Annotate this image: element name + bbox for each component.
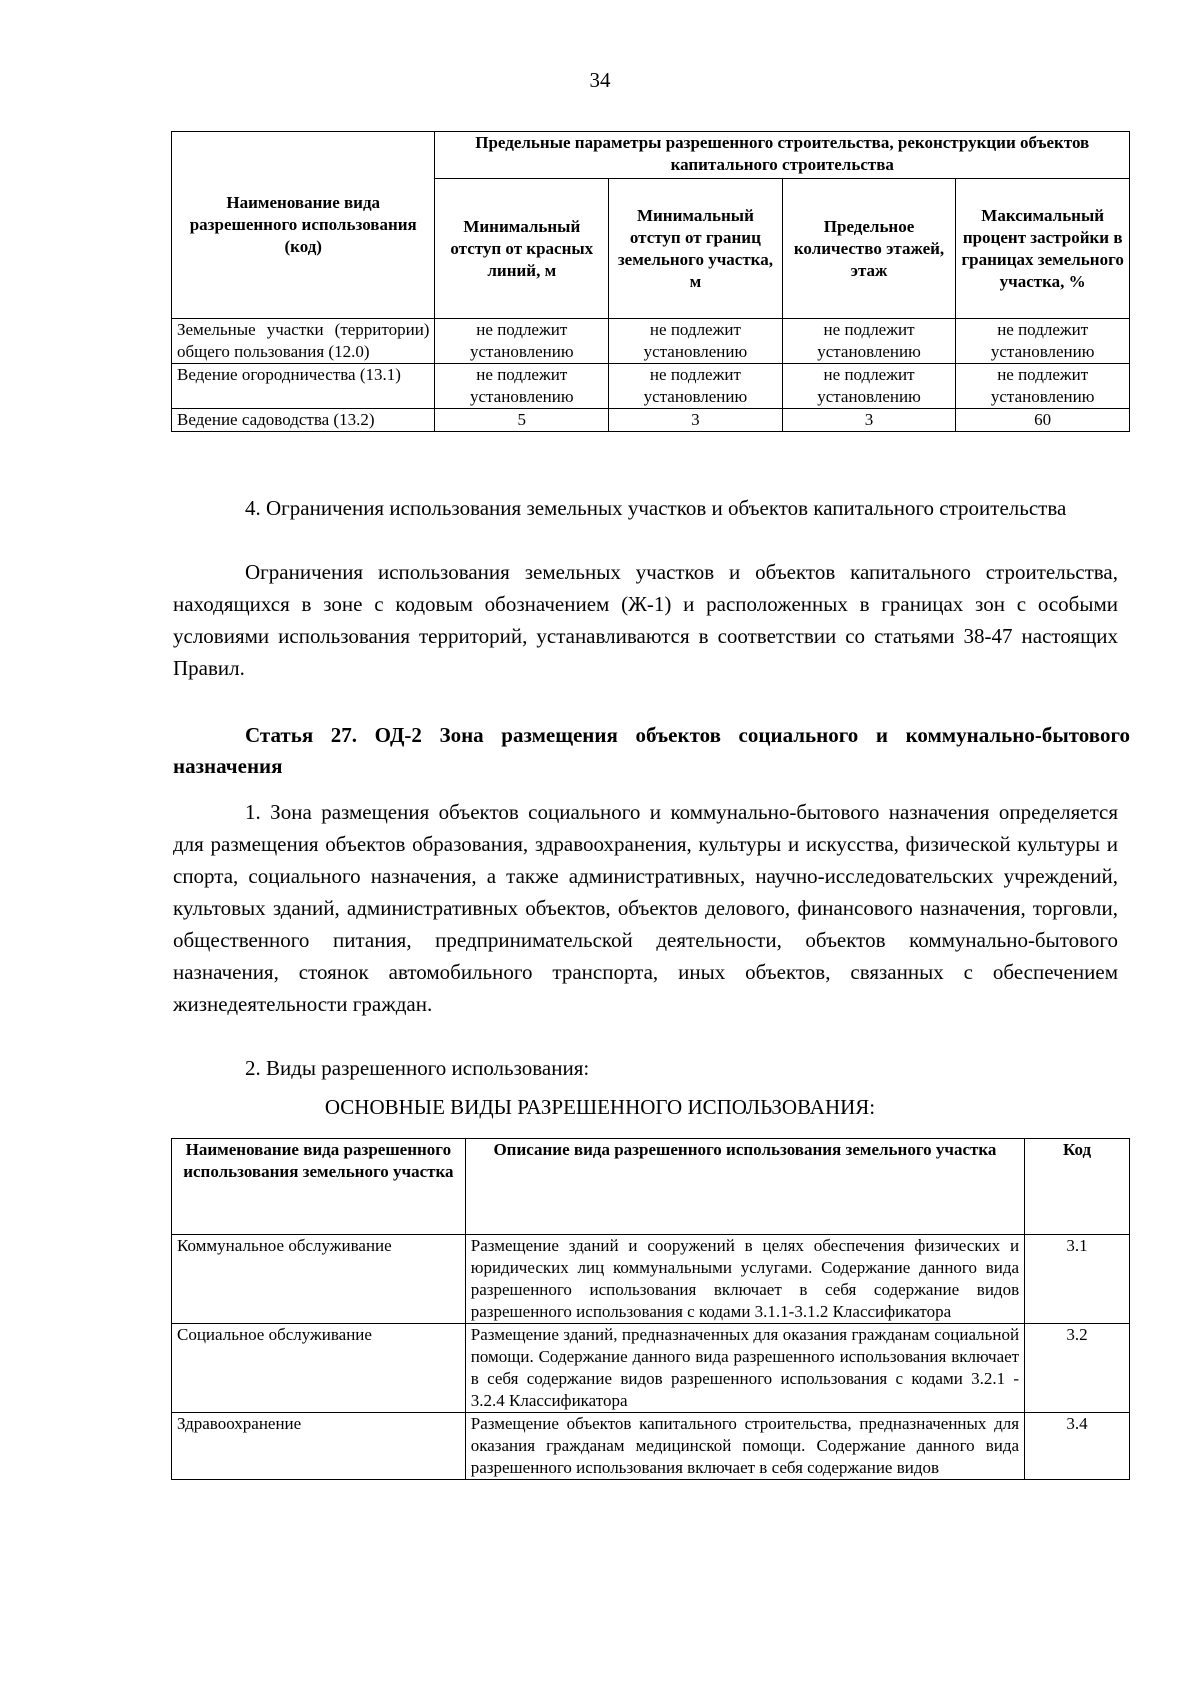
cell-value: не подлежит установлению [956, 319, 1130, 364]
cell-value: не подлежит установлению [782, 319, 956, 364]
article-heading: Статья 27. ОД-2 Зона размещения объектов социального и коммунально-бытового назначения [173, 723, 1130, 778]
section-4-title: 4. Ограничения использования земельных участков и объектов капитального строительства [245, 496, 1067, 520]
table-row [172, 1235, 1130, 1324]
cell-value: не подлежит установлению [435, 319, 609, 364]
row-name: Ведение огородничества (13.1) [172, 364, 435, 409]
cell-value: не подлежит установлению [609, 319, 783, 364]
cell-value: 3 [782, 409, 956, 432]
use-name: Коммунальное обслуживание [172, 1235, 466, 1324]
use-description: Размещение объектов капитального строительства, предназначенных для оказания гражданам медицинской помощи. Содержание данного вида разрешенного использования включает в себя содержание видов [465, 1413, 1024, 1480]
cell-value: 5 [435, 409, 609, 432]
section-4-text: Ограничения использования земельных участков и объектов капитального строительства, находящихся в зоне с кодовым обозначением (Ж-1) и расположенных в границах зон с особыми условиями использования территорий, устанавливаются в соответствии со статьями 38-47 настоящих Правил. [173, 560, 1118, 680]
page-number: 34 [589, 68, 611, 92]
header-description: Описание вида разрешенного использования земельного участка [465, 1139, 1024, 1235]
header-parameters-group: Предельные параметры разрешенного строительства, реконструкции объектов капитального строительства [435, 132, 1130, 179]
cell-value: не подлежит установлению [609, 364, 783, 409]
use-code: 3.1 [1025, 1235, 1130, 1324]
use-code: 3.4 [1025, 1413, 1130, 1480]
table-row [172, 364, 1130, 409]
article-paragraph-1: 1. Зона размещения объектов социального и коммунально-бытового назначения определяется для размещения объектов образования, здравоохранения, культуры и искусства, физической культуры и спорта, социального назначения, а также административных, научно-исследовательских учреждений, культовых зданий, административных объектов, объектов делового, финансового назначения, торговли, общественного питания, предпринимательской деятельности, объектов коммунально-бытового назначения, стоянок автомобильного транспорта, иных объектов, связанных с обеспечением жизнедеятельности граждан. [173, 800, 1118, 1016]
cell-value: не подлежит установлению [782, 364, 956, 409]
table-row [172, 319, 1130, 364]
header-code: Код [1025, 1139, 1130, 1235]
row-name: Земельные участки (территории) общего пользования (12.0) [172, 319, 435, 364]
use-code: 3.2 [1025, 1324, 1130, 1413]
header-min-boundary: Минимальный отступ от границ земельного участка, м [609, 179, 783, 319]
use-name: Здравоохранение [172, 1413, 466, 1480]
use-description: Размещение зданий и сооружений в целях обеспечения физических и юридических лиц коммунальными услугами. Содержание данного вида разрешенного использования включает в себя содержание видов разрешенного использования с кодами 3.1.1-3.1.2 Классификатора [465, 1235, 1024, 1324]
cell-value: не подлежит установлению [435, 364, 609, 409]
cell-value: 3 [609, 409, 783, 432]
header-use-name: Наименование вида разрешенного использования земельного участка [172, 1139, 466, 1235]
header-max-coverage: Максимальный процент застройки в границах земельного участка, % [956, 179, 1130, 319]
use-description: Размещение зданий, предназначенных для оказания гражданам социальной помощи. Содержание данного вида разрешенного использования включает в себя содержание видов разрешенного использования с кодами 3.2.1 - 3.2.4 Классификатора [465, 1324, 1024, 1413]
use-name: Социальное обслуживание [172, 1324, 466, 1413]
table-row [172, 1413, 1130, 1480]
article-paragraph-2: 2. Виды разрешенного использования: [245, 1056, 590, 1080]
zoning-parameters-table [171, 131, 1130, 432]
cell-value: не подлежит установлению [956, 364, 1130, 409]
permitted-uses-table [171, 1138, 1130, 1480]
table-row [172, 1324, 1130, 1413]
header-use-name: Наименование вида разрешенного использования (код) [172, 132, 435, 319]
main-uses-subheading: ОСНОВНЫЕ ВИДЫ РАЗРЕШЕННОГО ИСПОЛЬЗОВАНИЯ: [324, 1095, 876, 1119]
cell-value: 60 [956, 409, 1130, 432]
header-min-red-line: Минимальный отступ от красных линий, м [435, 179, 609, 319]
row-name: Ведение садоводства (13.2) [172, 409, 435, 432]
header-max-floors: Предельное количество этажей, этаж [782, 179, 956, 319]
table-row [172, 409, 1130, 432]
